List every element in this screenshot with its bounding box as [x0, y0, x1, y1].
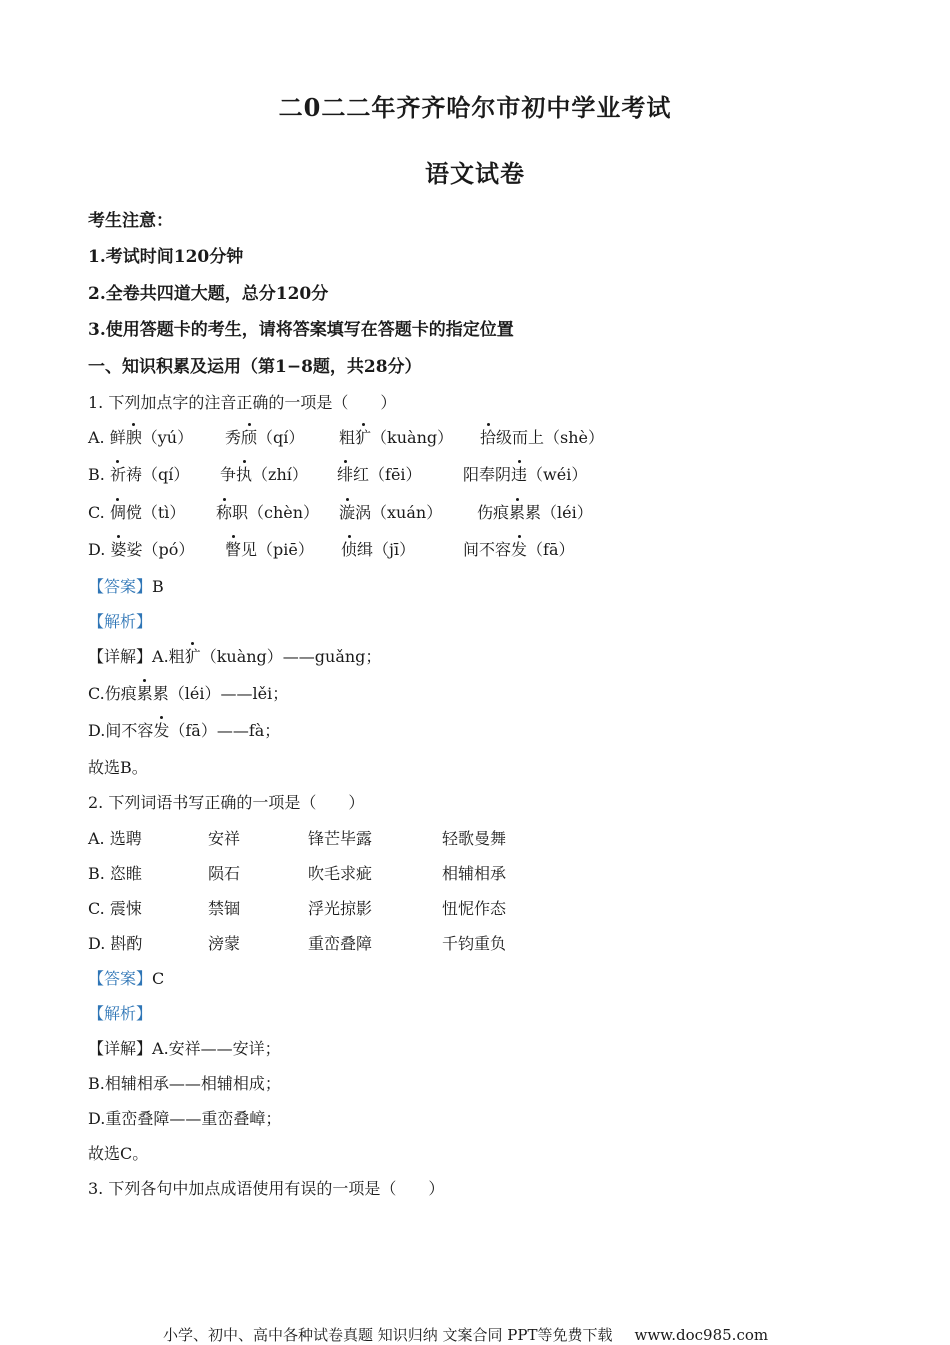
detail-text: C.伤痕	[88, 684, 137, 703]
dotted-char: 犷	[184, 647, 201, 666]
option-word: 陨石	[208, 864, 241, 883]
question-1-stem: 1. 下列加点字的注音正确的一项是（ ）	[88, 393, 397, 412]
q2-analysis-tag: 【解析】	[88, 1004, 153, 1023]
detail-text: 累（léi）——lěi；	[152, 684, 289, 703]
word-pinyin: 祷（qí）	[125, 465, 190, 484]
footer-url[interactable]: www.doc985.com	[634, 1326, 769, 1344]
exam-subtitle: 语文试卷	[425, 159, 525, 188]
word-pinyin: 级而上（shè）	[496, 428, 605, 447]
dotted-char: 犷	[355, 428, 372, 447]
dotted-char: 违	[511, 465, 528, 484]
word: 伤痕	[477, 503, 510, 522]
option-word: 忸怩作态	[442, 899, 507, 918]
word-pinyin: 傥（tì）	[125, 503, 186, 522]
word: 间不容	[463, 540, 512, 559]
dotted-char: 拾	[480, 428, 497, 447]
option-letter: D.	[88, 540, 111, 559]
option-word: 滂蒙	[208, 934, 241, 953]
pinyin: （zhí）	[252, 465, 308, 484]
word: 秀	[225, 428, 242, 447]
q1-detail-line	[88, 683, 288, 705]
exam-title: 二0二二年齐齐哈尔市初中学业考试	[278, 93, 672, 122]
dotted-char: 称	[216, 503, 233, 522]
option-word: 浮光掠影	[308, 899, 373, 918]
word: 争	[220, 465, 237, 484]
dotted-char: 漩	[339, 503, 356, 522]
question-3-stem: 3. 下列各句中加点成语使用有误的一项是（ ）	[88, 1179, 445, 1198]
detail-tag: 【详解】	[88, 647, 153, 666]
option-word: 千钧重负	[442, 934, 507, 953]
word-pinyin: 红（fēi）	[353, 465, 422, 484]
dotted-char: 祈	[109, 465, 126, 484]
detail-text: A.安祥——安详；	[152, 1039, 281, 1058]
answer-tag: 【答案】	[88, 969, 153, 988]
detail-text: （fā）——fà；	[169, 721, 281, 740]
notice-item: 3.使用答题卡的考生，请将答案填写在答题卡的指定位置	[88, 320, 514, 340]
dotted-char: 瞥	[225, 540, 242, 559]
dotted-char: 发	[153, 721, 170, 740]
dotted-char: 发	[511, 540, 528, 559]
dotted-char: 婆	[110, 540, 127, 559]
footer-text: 小学、初中、高中各种试卷真题 知识归纳 文案合同 PPT等免费下载	[163, 1326, 613, 1344]
option-word: B. 恣睢	[88, 864, 142, 883]
option-word: 锋芒毕露	[308, 829, 373, 848]
q2-conclusion: 故选C。	[88, 1144, 149, 1163]
dotted-char: 累	[509, 503, 526, 522]
detail-tag: 【详解】	[88, 1039, 153, 1058]
pinyin: （qí）	[257, 428, 305, 447]
q1-analysis-tag: 【解析】	[88, 612, 153, 631]
option-word: 安祥	[208, 829, 241, 848]
detail-text: （kuàng）——guǎng；	[200, 647, 382, 666]
word-pinyin: 缉（jī）	[357, 540, 416, 559]
question-2-stem: 2. 下列词语书写正确的一项是（ ）	[88, 793, 365, 812]
page-footer	[163, 1324, 768, 1345]
q1-detail-line	[88, 720, 280, 742]
option-letter: A.	[88, 428, 110, 447]
pinyin: （yú）	[141, 428, 194, 447]
pinyin: （wéi）	[527, 465, 588, 484]
q2-detail-line: D.重峦叠障——重峦叠嶂；	[88, 1109, 282, 1128]
word-pinyin: 娑（pó）	[126, 540, 195, 559]
notice-item: 1.考试时间120分钟	[88, 247, 244, 267]
q2-detail-line: B.相辅相承——相辅相成；	[88, 1074, 281, 1093]
dotted-char: 绯	[337, 465, 354, 484]
answer-value: B	[152, 577, 164, 596]
option-letter: B.	[88, 465, 110, 484]
option-word: 吹毛求疵	[308, 864, 373, 883]
q2-answer	[88, 968, 164, 990]
dotted-char: 执	[236, 465, 253, 484]
dotted-char: 腴	[125, 428, 142, 447]
pinyin: （fā）	[527, 540, 575, 559]
word: 阳奉阴	[463, 465, 512, 484]
word-pinyin: 累（léi）	[525, 503, 593, 522]
dotted-char: 累	[136, 684, 153, 703]
section-heading: 一、知识积累及运用（第1−8题，共28分）	[88, 357, 422, 377]
word: 鲜	[109, 428, 126, 447]
answer-tag: 【答案】	[88, 577, 153, 596]
word-pinyin: 涡（xuán）	[355, 503, 443, 522]
q1-answer	[88, 576, 164, 598]
option-word: 相辅相承	[442, 864, 507, 883]
option-word: A. 选聘	[88, 829, 142, 848]
dotted-char: 侦	[341, 540, 358, 559]
pinyin: （kuàng）	[371, 428, 454, 447]
word: 粗	[339, 428, 356, 447]
option-word: C. 震悚	[88, 899, 142, 918]
option-word: 禁锢	[208, 899, 241, 918]
option-word: D. 斟酌	[88, 934, 143, 953]
q1-detail	[88, 646, 381, 668]
q2-detail	[88, 1038, 281, 1060]
notice-item: 2.全卷共四道大题，总分120分	[88, 284, 329, 304]
option-word: 重峦叠障	[308, 934, 373, 953]
answer-value: C	[152, 969, 165, 988]
word-pinyin: 职（chèn）	[232, 503, 320, 522]
notice-heading: 考生注意：	[88, 211, 173, 231]
option-letter: C.	[88, 503, 110, 522]
word-pinyin: 见（piē）	[241, 540, 314, 559]
q1-conclusion: 故选B。	[88, 758, 148, 777]
dotted-char: 颀	[241, 428, 258, 447]
dotted-char: 倜	[109, 503, 126, 522]
option-word: 轻歌曼舞	[442, 829, 507, 848]
detail-text: A.粗	[152, 647, 185, 666]
detail-text: D.间不容	[88, 721, 154, 740]
